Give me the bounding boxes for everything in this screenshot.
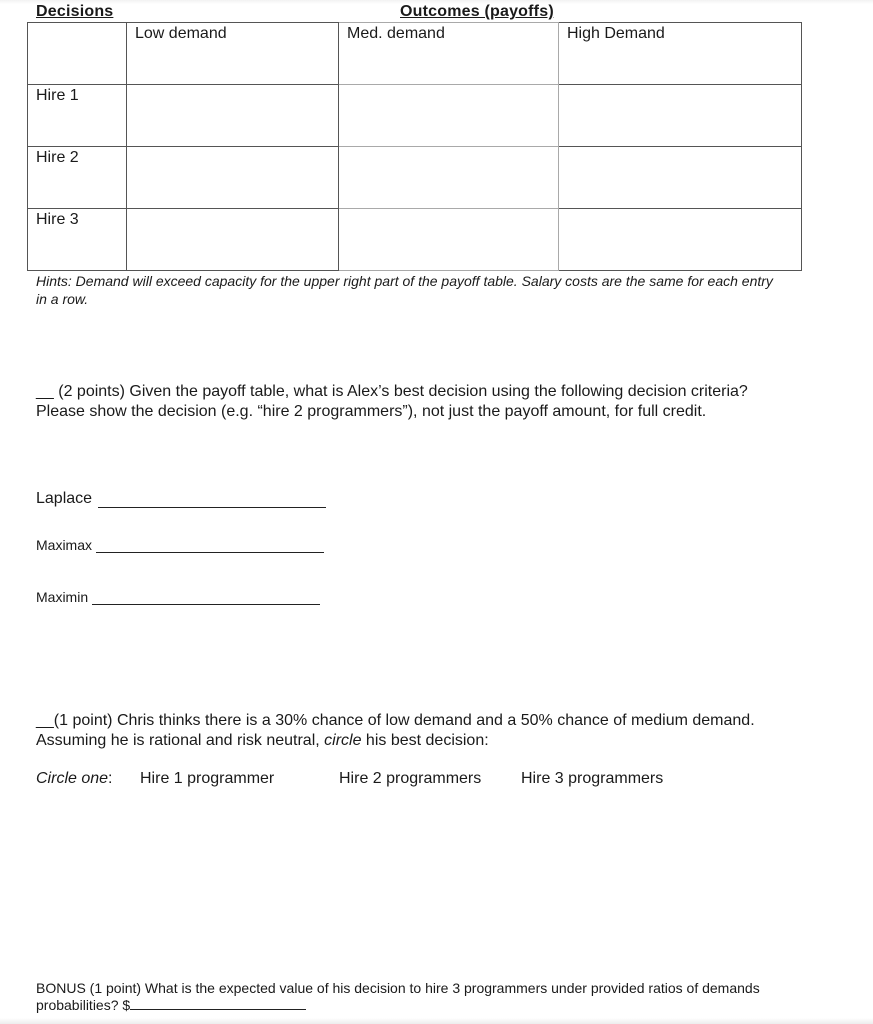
laplace-answer-line[interactable] (98, 493, 326, 508)
table-header-row (28, 23, 802, 85)
row-label-hire-1[interactable]: Hire 1 (28, 85, 127, 147)
outcomes-header: Outcomes (payoffs) (400, 3, 554, 20)
table-row (28, 209, 802, 271)
payoff-table (27, 22, 802, 271)
criterion-label: Laplace (36, 490, 93, 507)
question-1-text: __ (2 points) Given the payoff table, what is Alex’s best decision using the following decision criteria? Please show the decision (e.g. “hire 2 programmers”), not just the payoff amount, for full credit. (36, 383, 748, 420)
bonus-answer-line[interactable] (130, 997, 306, 1010)
payoff-cell[interactable] (339, 85, 559, 147)
option-hire-2-programmers[interactable]: Hire 2 programmers (339, 770, 482, 787)
table-hint: Hints: Demand will exceed capacity for the upper right part of the payoff table. Salary costs are the same for each entry in a row. (36, 273, 773, 307)
payoff-cell[interactable] (339, 147, 559, 209)
decisions-header: Decisions (36, 3, 114, 20)
table-row (28, 85, 802, 147)
criterion-laplace (36, 490, 326, 508)
payoff-cell[interactable] (559, 147, 802, 209)
maximin-answer-line[interactable] (92, 590, 320, 605)
bonus-text: BONUS (1 point) What is the expected value of his decision to hire 3 programmers under provided ratios of demands probabilities? $ (36, 980, 760, 1013)
payoff-cell[interactable] (127, 147, 339, 209)
criterion-label: Maximin (36, 589, 89, 605)
payoff-cell[interactable] (127, 209, 339, 271)
column-header-high-demand[interactable]: High Demand (559, 23, 802, 85)
payoff-cell[interactable] (339, 209, 559, 271)
option-hire-1-programmer[interactable]: Hire 1 programmer (140, 770, 275, 787)
payoff-cell[interactable] (559, 85, 802, 147)
payoff-cell[interactable] (127, 85, 339, 147)
payoff-cell[interactable] (559, 209, 802, 271)
criterion-label: Maximax (36, 537, 93, 553)
option-hire-3-programmers[interactable]: Hire 3 programmers (521, 770, 664, 787)
table-corner-cell[interactable] (28, 23, 127, 85)
bottom-edge (0, 1018, 873, 1024)
criterion-maximax (36, 537, 324, 553)
column-header-low-demand[interactable]: Low demand (127, 23, 339, 85)
criterion-maximin (36, 589, 320, 605)
circle-one-label: Circle one: (36, 770, 113, 787)
question-2-text: __(1 point) Chris thinks there is a 30% chance of low demand and a 50% chance of medium demand. Assuming he is rational and risk neutral, circle his best decision: (36, 712, 755, 749)
maximax-answer-line[interactable] (96, 538, 324, 553)
table-row (28, 147, 802, 209)
row-label-hire-3[interactable]: Hire 3 (28, 209, 127, 271)
column-header-med-demand[interactable]: Med. demand (339, 23, 559, 85)
row-label-hire-2[interactable]: Hire 2 (28, 147, 127, 209)
bonus-question (36, 980, 796, 1014)
